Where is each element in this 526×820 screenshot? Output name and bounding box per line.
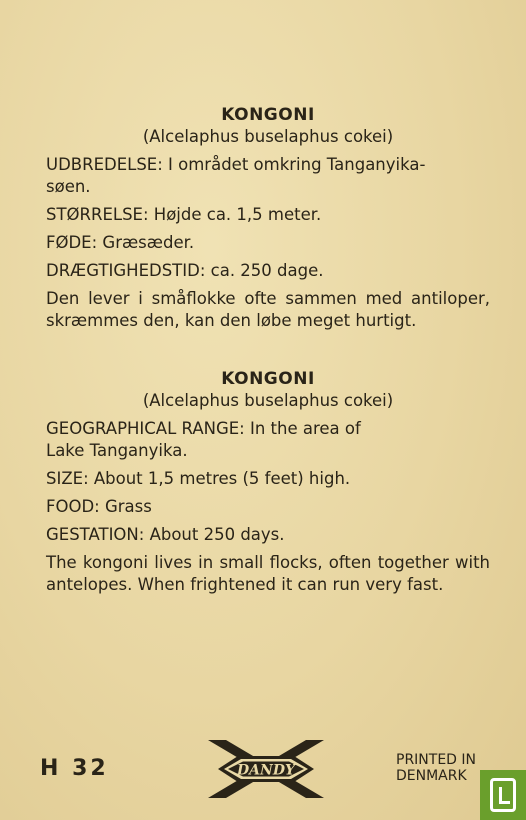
card-code: H 32 (40, 756, 109, 781)
english-description: The kongoni lives in small flocks, often together with antelopes. When frightened it can run very fast. (46, 553, 490, 594)
english-gestation: GESTATION: About 250 days. (46, 525, 285, 544)
printed-line1: PRINTED IN (396, 752, 477, 768)
danish-range-line1: UDBREDELSE: I området omkring Tanganyika- (46, 155, 426, 174)
danish-title: KONGONI (221, 105, 315, 125)
danish-size: STØRRELSE: Højde ca. 1,5 meter. (46, 205, 322, 224)
english-range-line2: Lake Tanganyika. (46, 441, 188, 460)
danish-section (46, 104, 490, 332)
corner-tab[interactable] (480, 770, 526, 820)
english-title: KONGONI (221, 369, 315, 389)
brand-text: DANDY (237, 762, 295, 779)
english-size: SIZE: About 1,5 metres (5 feet) high. (46, 469, 351, 488)
danish-latin-name: (Alcelaphus buselaphus cokei) (142, 127, 394, 146)
english-range (46, 418, 490, 462)
danish-range (46, 154, 490, 198)
danish-food: FØDE: Græsæder. (46, 233, 195, 252)
english-food: FOOD: Grass (46, 497, 152, 516)
dandy-logo (208, 738, 324, 800)
english-range-line1: GEOGRAPHICAL RANGE: In the area of (46, 419, 361, 438)
danish-description: Den lever i småflokke ofte sammen med antiloper, skræmmes den, kan den løbe meget hurtigt. (46, 289, 490, 330)
danish-gestation: DRÆGTIGHEDSTID: ca. 250 dage. (46, 261, 324, 280)
bookmark-icon (490, 778, 516, 812)
printed-line2: DENMARK (396, 768, 467, 784)
english-section (46, 368, 490, 596)
danish-range-line2: søen. (46, 177, 91, 196)
english-latin-name: (Alcelaphus buselaphus cokei) (142, 391, 394, 410)
